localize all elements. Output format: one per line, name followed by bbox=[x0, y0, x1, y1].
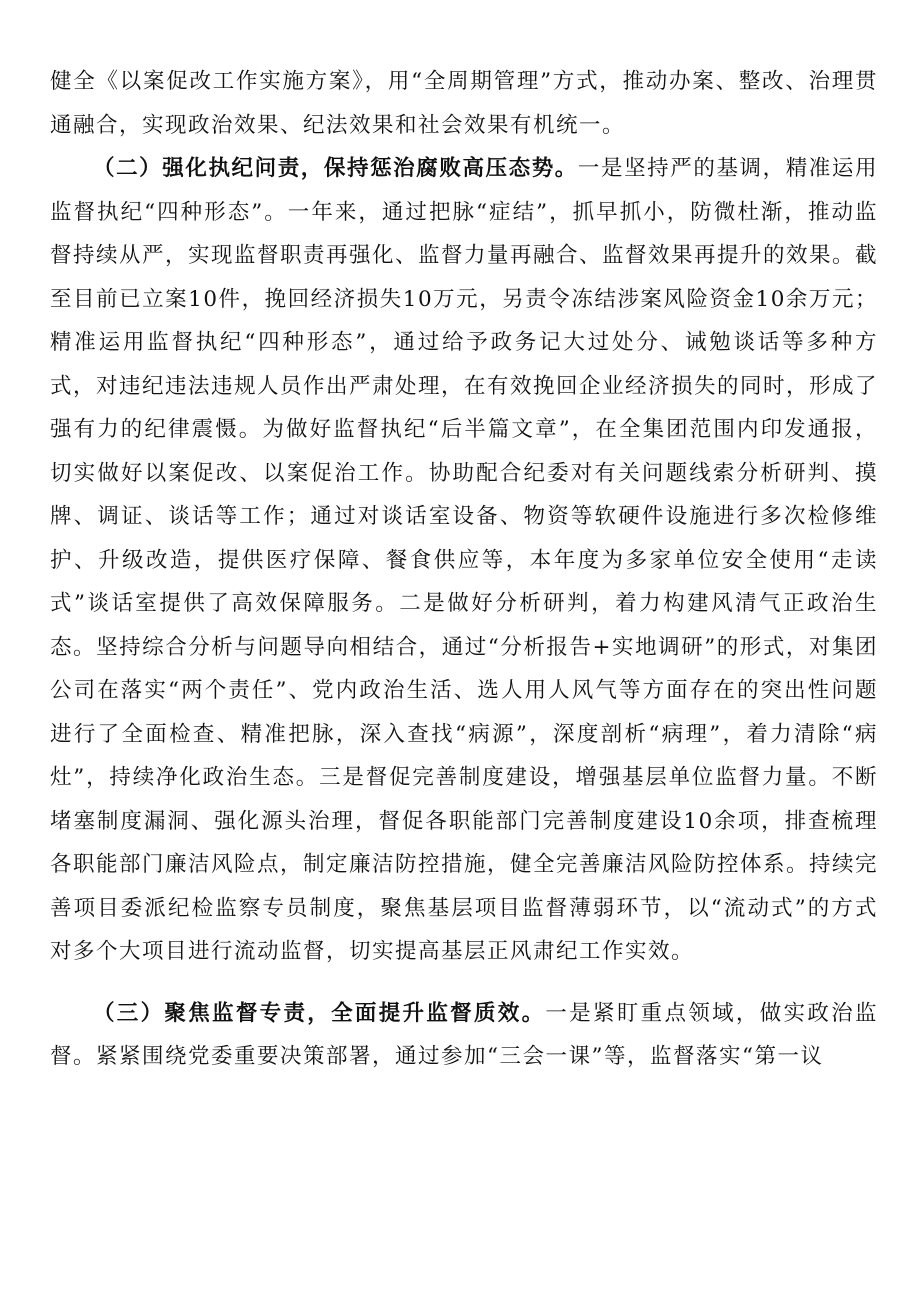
paragraph-3 bbox=[50, 992, 878, 1079]
paragraph-1-body: 健全《以案促改工作实施方案》，用“全周期管理”方式，推动办案、整改、治理贯通融合，实现政治效果、纪法效果和社会效果有机统一。 bbox=[50, 69, 878, 138]
paragraph-2 bbox=[50, 147, 878, 974]
paragraph-2-body: 一是坚持严的基调，精准运用监督执纪“四种形态”。一年来，通过把脉“症结”，抓早抓小，防微杜渐，推动监督持续从严，实现监督职责再强化、监督力量再融合、监督效果再提升的效果。截至目前已立案10件，挽回经济损失10万元，另责令冻结涉案风险资金10余万元；精准运用监督执纪“四种形态”，通过给予政务记大过处分、诫勉谈话等多种方式，对违纪违法违规人员作出严肃处理，在有效挽回企业经济损失的同时，形成了强有力的纪律震慑。为做好监督执纪“后半篇文章”，在全集团范围内印发通报，切实做好以案促改、以案促治工作。协助配合纪委对有关问题线索分析研判、摸牌、调证、谈话等工作；通过对谈话室设备、物资等软硬件设施进行多次检修维护、升级改造，提供医疗保障、餐食供应等，本年度为多家单位安全使用“走读式”谈话室提供了高效保障服务。二是做好分析研判，着力构建风清气正政治生态。坚持综合分析与问题导向相结合，通过“分析报告+实地调研”的形式，对集团公司在落实“两个责任”、党内政治生活、选人用人风气等方面存在的突出性问题进行了全面检查、精准把脉，深入查找“病源”，深度剖析“病理”，着力清除“病灶”，持续净化政治生态。三是督促完善制度建设，增强基层单位监督力量。不断堵塞制度漏洞、强化源头治理，督促各职能部门完善制度建设10余项，排查梳理各职能部门廉洁风险点，制定廉洁防控措施，健全完善廉洁风险防控体系。持续完善项目委派纪检监察专员制度，聚焦基层项目监督薄弱环节，以“流动式”的方式对多个大项目进行流动监督，切实提高基层正风肃纪工作实效。 bbox=[50, 156, 879, 964]
paragraph-3-body: 一是紧盯重点领域，做实政治监督。紧紧围绕党委重要决策部署，通过参加“三会一课”等，监督落实“第一议 bbox=[50, 1000, 878, 1069]
document-page bbox=[50, 0, 878, 1301]
section-heading-3: （三）聚焦监督专责，全面提升监督质效。 bbox=[93, 1000, 546, 1026]
paragraph-1 bbox=[50, 0, 878, 147]
section-heading-2: （二）强化执纪问责，保持惩治腐败高压态势。 bbox=[93, 156, 578, 181]
